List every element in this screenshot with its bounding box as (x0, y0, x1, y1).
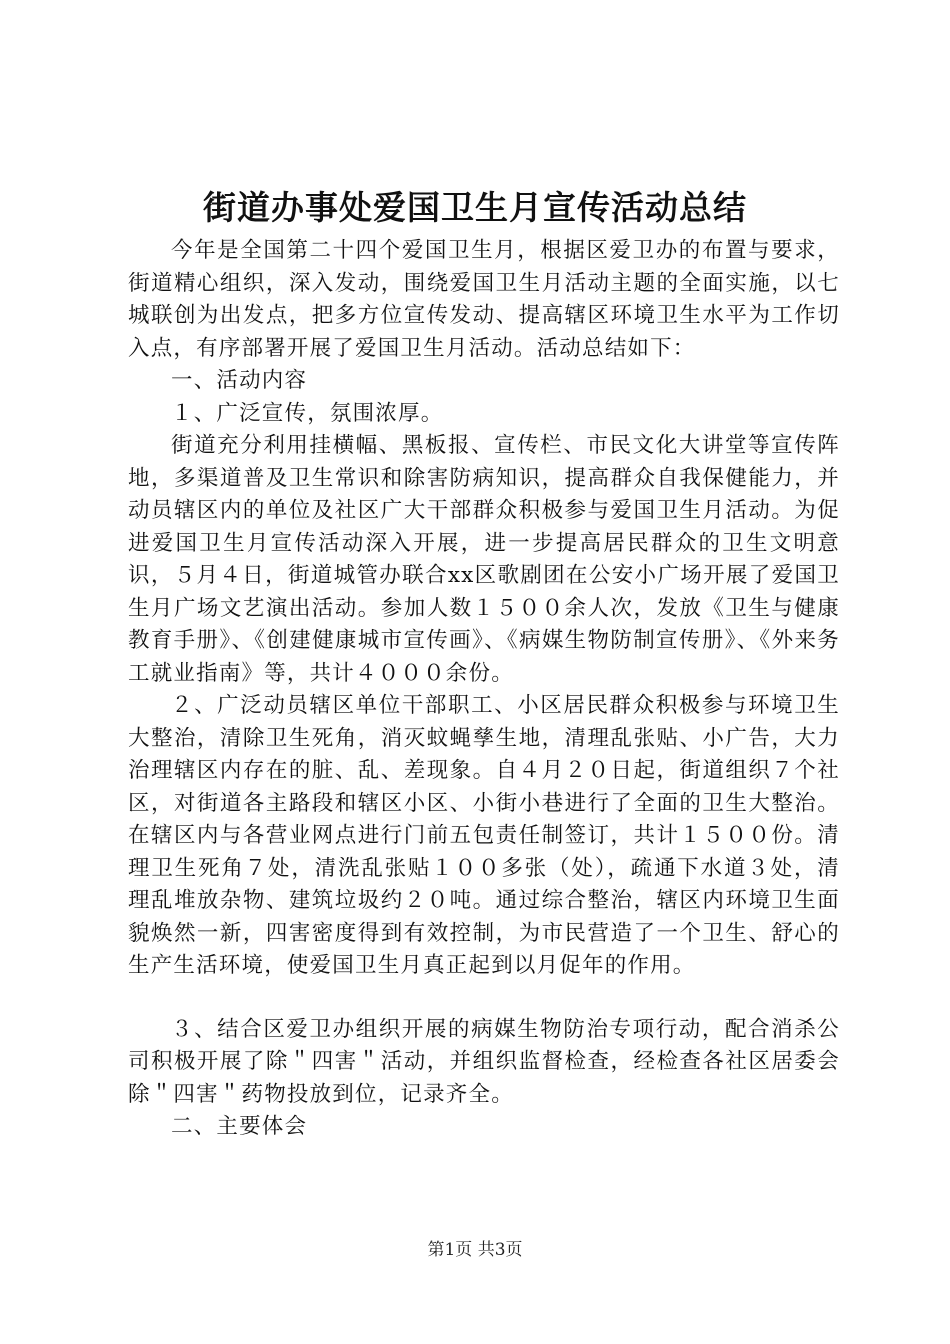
page-number: 第1页 共3页 (427, 1240, 523, 1260)
document-title: 街道办事处爱国卫生月宣传活动总结 (203, 188, 747, 227)
pest-control-paragraph: ３、结合区爱卫办组织开展的病媒生物防治专项行动，配合消杀公司积极开展了除＂四害＂活动，并组织监督检查，经检查各社区居委会除＂四害＂药物投放到位，记录齐全。 (128, 1016, 840, 1107)
subheading-publicity: １、广泛宣传，氛围浓厚。 (171, 400, 444, 426)
publicity-paragraph: 街道充分利用挂横幅、黑板报、宣传栏、市民文化大讲堂等宣传阵地，多渠道普及卫生常识和除害防病知识，提高群众自我保健能力，并动员辖区内的单位及社区广大干部群众积极参与爱国卫生月活动。为促进爱国卫生月宣传活动深入开展，进一步提高居民群众的卫生文明意识，５月４日，街道城管办联合xx区歌剧团在公安小广场开展了爱国卫生月广场文艺演出活动。参加人数１５００余人次，发放《卫生与健康教育手册》、《创建健康城市宣传画》、《病媒生物防制宣传册》、《外来务工就业指南》等，共计４０００余份。 (128, 433, 840, 686)
section-heading-experience: 二、主要体会 (171, 1114, 308, 1139)
section-heading-activities: 一、活动内容 (171, 368, 308, 393)
cleanup-paragraph: ２、广泛动员辖区单位干部职工、小区居民群众积极参与环境卫生大整治，清除卫生死角，消灭蚊蝇孳生地，清理乱张贴、小广告，大力治理辖区内存在的脏、乱、差现象。自４月２０日起，街道组织７个社区，对街道各主路段和辖区小区、小街小巷进行了全面的卫生大整治。在辖区内与各营业网点进行门前五包责任制签订，共计１５００份。清理卫生死角７处，清洗乱张贴１００多张（处），疏通下水道３处，清理乱堆放杂物、建筑垃圾约２０吨。通过综合整治，辖区内环境卫生面貌焕然一新，四害密度得到有效控制，为市民营造了一个卫生、舒心的生产生活环境，使爱国卫生月真正起到以月促年的作用。 (128, 693, 840, 978)
intro-paragraph: 今年是全国第二十四个爱国卫生月，根据区爱卫办的布置与要求，街道精心组织，深入发动，围绕爱国卫生月活动主题的全面实施，以七城联创为出发点，把多方位宣传发动、提高辖区环境卫生水平为工作切入点，有序部署开展了爱国卫生月活动。活动总结如下： (128, 238, 840, 361)
document-body (128, 235, 840, 1144)
